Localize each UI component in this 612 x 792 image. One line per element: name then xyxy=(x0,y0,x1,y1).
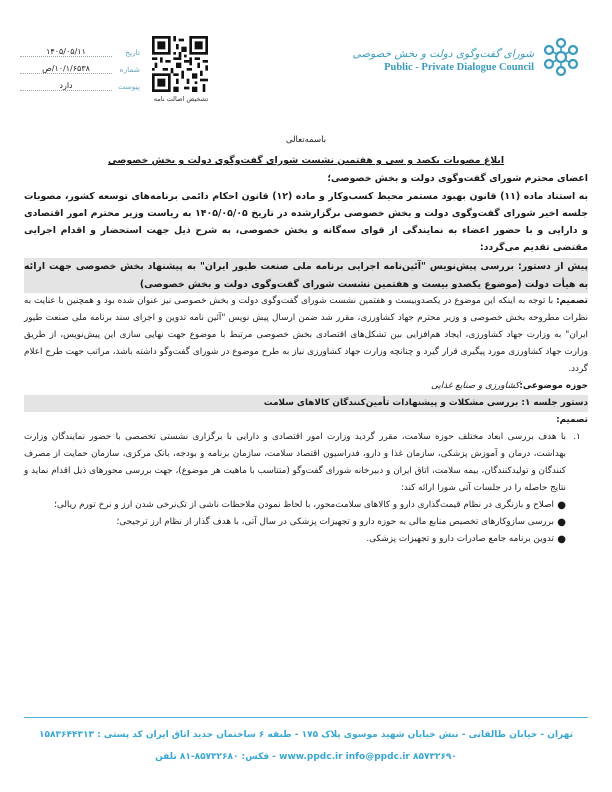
footer-divider xyxy=(24,717,588,718)
list-item xyxy=(24,531,588,548)
org-name xyxy=(344,48,534,73)
qr-code-icon[interactable] xyxy=(152,36,208,92)
intro-paragraph: به استناد ماده (۱۱) قانون بهبود مستمر محیط کسب‌وکار و ماده (۱۲) قانون احکام دائمی برنامه‌های توسعه کشور، مصوبات جلسه اخیر شورای گفت‌وگوی دولت و بخش خصوصی برگزارشده در تاریخ ۱۴۰۵/۰۵/۰۵ به ریاست وزیر محترم امور اقتصادی و دارایی و با حضور اعضاء به نمایندگی از قوای سه‌گانه و بخش خصوصی، به شرح ذیل جهت استحضار و اقدام اجرایی مقتضی تقدیم می‌گردد: xyxy=(24,190,588,254)
item-number: ۱. xyxy=(573,432,581,443)
session-title: دستور جلسه ۱: بررسی مشکلات و پیشنهادات تأمین‌کنندگان کالاهای سلامت xyxy=(24,395,588,412)
document-title: ابلاغ مصوبات یکصد و سی و هفتمین نشست شورای گفت‌وگوی دولت و بخش خصوصی xyxy=(107,155,505,167)
decision-text: با توجه به اینکه این موضوع در یکصدوبیست و هفتمین نشست شورای گفت‌وگوی دولت و بخش خصوصی نیز عنوان شده بود و همچنین با عنایت به نظرات مطروحه بخش خصوصی و وزیر محترم جهاد کشاورزی، مقرر شد ضمن ارسال پیش نویس "آئین نامه تدوین و اجرای سند برنامه ملی صنعت طیور ایران" به وزارت جهاد کشاورزی، ایجاد هم‌افزایی بین تشکل‌های اقتصادی بخش خصوصی مرتبط با موضوع جهت نهایی سازی این پیش‌نویس، از طریق وزارت جهاد کشاورزی مورد پیگیری قرار گیرد و چنانچه وزارت جهاد کشاورزی نیاز به طرح موضوع در شورای گفت‌وگو داشته باشد، مراتب جهت طرح اعلام گردد. xyxy=(24,295,588,374)
meta-row-number xyxy=(20,57,140,74)
meta-row-attachment xyxy=(20,74,140,91)
decision-label: تصمیم: xyxy=(556,295,588,306)
meta-row-date xyxy=(20,40,140,57)
letter-meta xyxy=(20,40,140,91)
meta-label: پیوست xyxy=(118,82,140,91)
domain-value: کشاورزی و صنایع غذایی xyxy=(431,380,520,391)
footer-contact[interactable]: www.ppdc.ir info@ppdc.ir ۸۵۷۳۲۶۹۰ - فکس: ۸۵۷۳۲۶۸۰-۸۱ تلفن xyxy=(155,752,457,762)
qr-caption: تشخیص اصالت نامه xyxy=(153,95,209,103)
subject-domain xyxy=(24,378,588,395)
decision-item xyxy=(24,429,588,497)
meta-label: شماره xyxy=(119,65,140,74)
meta-value: دارد xyxy=(20,81,112,91)
bullet-icon: ● xyxy=(557,500,566,512)
invocation: باسمه‌تعالی xyxy=(285,135,327,145)
list-item xyxy=(24,514,588,531)
org-name-en: Public - Private Dialogue Council xyxy=(384,62,534,73)
meta-label: تاریخ xyxy=(125,48,140,57)
org-name-fa: شورای گفت‌وگوی دولت و بخش خصوصی xyxy=(352,48,534,60)
footer-address: تهران - خیابان طالقانی - نبش خیابان شهید موسوی پلاک ۱۷۵ - طبقه ۶ ساختمان جدید اتاق ایران کد پستی : ۱۵۸۳۶۴۴۳۱۳ xyxy=(39,730,573,740)
domain-label: حوزه موضوعی: xyxy=(519,380,588,391)
bullet-icon: ● xyxy=(557,534,566,546)
council-logo-icon xyxy=(538,34,584,80)
list-item-text: تدوین برنامه جامع صادرات دارو و تجهیزات پزشکی. xyxy=(366,534,554,545)
footer xyxy=(24,724,588,768)
meta-value: ۱۴۰۵/۰۵/۱۱ xyxy=(20,47,112,57)
list-item xyxy=(24,497,588,514)
bullet-list xyxy=(24,497,588,548)
list-item-text: اصلاح و بازنگری در نظام قیمت‌گذاری دارو و کالاهای سلامت‌محور، با لحاظ نمودن ملاحظات ناشی از تک‌نرخی شدن ارز و نرخ تورم ریالی؛ xyxy=(54,500,554,511)
decision-heading: تصمیم: xyxy=(556,415,588,426)
salutation: اعضای محترم شورای گفت‌وگوی دولت و بخش خصوصی؛ xyxy=(327,173,588,185)
letter-body xyxy=(24,132,588,548)
meta-value: ۱۰/۱/۶۵۳۸/ص xyxy=(20,64,112,74)
list-item-text: بررسی سازوکارهای تخصیص منابع مالی به حوزه دارو و تجهیزات پزشکی در سال آتی، با هدف گذار از نظام ارز ترجیحی؛ xyxy=(116,517,554,528)
item-text: با هدف بررسی ابعاد مختلف حوزه سلامت، مقرر گردید وزارت امور اقتصادی و دارایی با برگزاری نشستی تخصصی با حضور نمایندگان وزارت بهداشت، درمان و آموزش پزشکی، سازمان غذا و دارو، فدراسیون اقتصاد سلامت، سازمان برنامه و بودجه، بانک مرکزی، سازمان حمایت از مصرف کنندگان و تولیدکنندگان، بیمه سلامت، اتاق ایران و دبیرخانه شورای گفت‌وگو (متناسب با ماهیت هر موضوع)، جهت بررسی محورهای ذیل اقدام نماید و نتایج حاصله را در جلسات آتی شورا ارائه کند: xyxy=(24,432,566,494)
agenda-pre-title: پیش از دستور: بررسی پیش‌نویس "آئین‌نامه اجرایی برنامه ملی صنعت طیور ایران" به پیشنهاد بخش خصوصی جهت ارائه به هیأت دولت (موضوع یکصدو بیست و هفتمین نشست شورای گفت‌وگوی دولت و بخش خصوصی) xyxy=(24,258,588,292)
bullet-icon: ● xyxy=(557,517,566,529)
agenda-pre-decision xyxy=(24,293,588,378)
